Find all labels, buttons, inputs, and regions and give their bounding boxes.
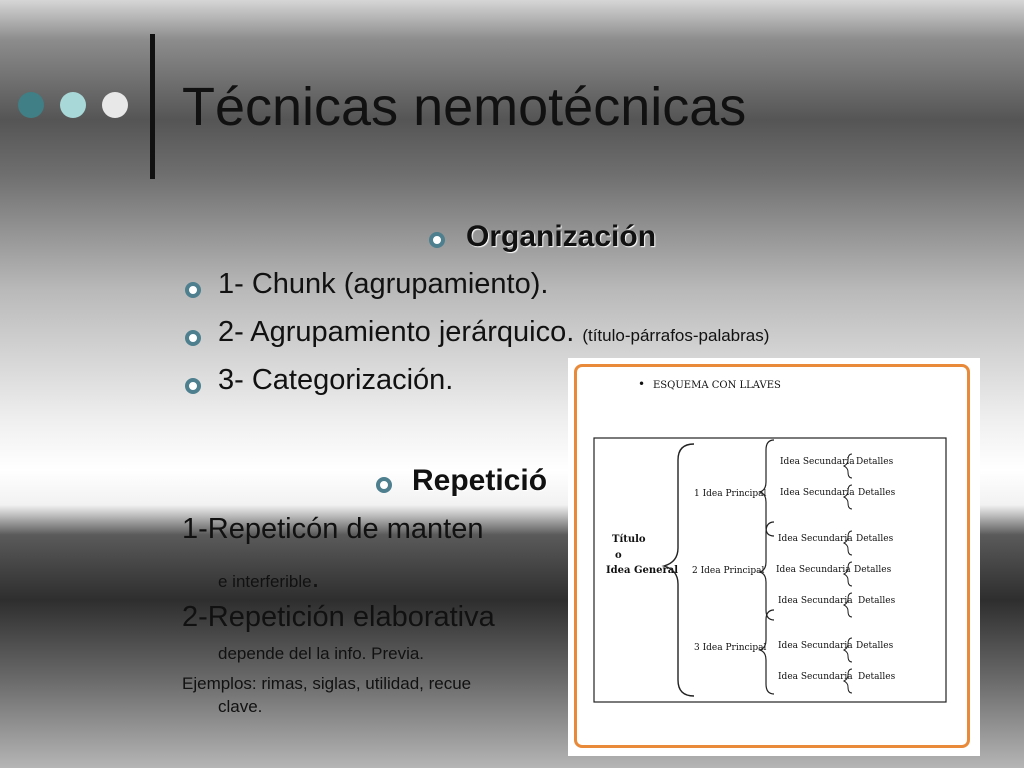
bullet-icon: [185, 378, 201, 394]
list-item-label: 2- Agrupamiento jerárquico.: [218, 316, 575, 348]
bullet-icon: [376, 477, 392, 493]
list-item-note: (título-párrafos-palabras): [582, 326, 770, 345]
diagram-title-line: Título: [612, 534, 646, 545]
diagram-title-line: Idea General: [606, 565, 679, 576]
repetition-item-2-sub: depende del la info. Previa.: [218, 644, 425, 663]
bullet-icon: [185, 330, 201, 346]
brace-diagram: [568, 358, 980, 756]
secondary-brace: [760, 522, 774, 620]
bullet-icon: [185, 282, 201, 298]
diagram-title-line: o: [615, 550, 622, 561]
principal-idea: 2 Idea Principal: [692, 566, 765, 576]
section-heading-repeticion: Repetició: [412, 464, 548, 497]
secondary-idea: Idea Secundaria: [776, 565, 851, 575]
list-item: 3- Categorización.: [218, 364, 454, 396]
slide-title: Técnicas nemotécnicas: [182, 77, 747, 137]
detail-label: Detalles: [858, 488, 896, 498]
dot-icon: [18, 92, 44, 118]
principal-idea: 1 Idea Principal: [694, 489, 767, 499]
examples-line-1: Ejemplos: rimas, siglas, utilidad, recue: [182, 674, 472, 693]
detail-label: Detalles: [856, 641, 894, 651]
principal-idea: 3 Idea Principal: [694, 643, 767, 653]
repetition-item-1-sub-end: .: [311, 562, 320, 593]
brace-diagram-image: [568, 358, 980, 756]
repetition-item-2: 2-Repetición elaborativa: [182, 601, 495, 633]
detail-label: Detalles: [858, 672, 896, 682]
dot-icon: [102, 92, 128, 118]
secondary-idea: Idea Secundaria: [778, 596, 853, 606]
detail-label: Detalles: [856, 534, 894, 544]
detail-label: Detalles: [854, 565, 892, 575]
title-divider: [150, 34, 155, 179]
secondary-idea: Idea Secundaria: [780, 457, 855, 467]
secondary-idea: Idea Secundaria: [778, 641, 853, 651]
secondary-idea: Idea Secundaria: [778, 672, 853, 682]
list-item: [218, 316, 769, 349]
diagram-heading: ESQUEMA CON LLAVES: [653, 380, 781, 391]
secondary-idea: Idea Secundaria: [778, 534, 853, 544]
dot-icon: [60, 92, 86, 118]
detail-label: Detalles: [856, 457, 894, 467]
section-heading-organizacion: Organización: [466, 220, 657, 253]
detail-label: Detalles: [858, 596, 896, 606]
bullet-icon: [429, 232, 445, 248]
secondary-idea: Idea Secundaria: [780, 488, 855, 498]
diagram-bullet: •: [638, 377, 646, 391]
list-item: 1- Chunk (agrupamiento).: [218, 268, 549, 300]
repetition-item-1-sub: [218, 562, 319, 594]
examples-line-2: clave.: [218, 697, 263, 716]
repetition-item-1-sub-text: e interferible: [218, 572, 312, 591]
repetition-item-1: 1-Repeticón de manten: [182, 513, 484, 545]
